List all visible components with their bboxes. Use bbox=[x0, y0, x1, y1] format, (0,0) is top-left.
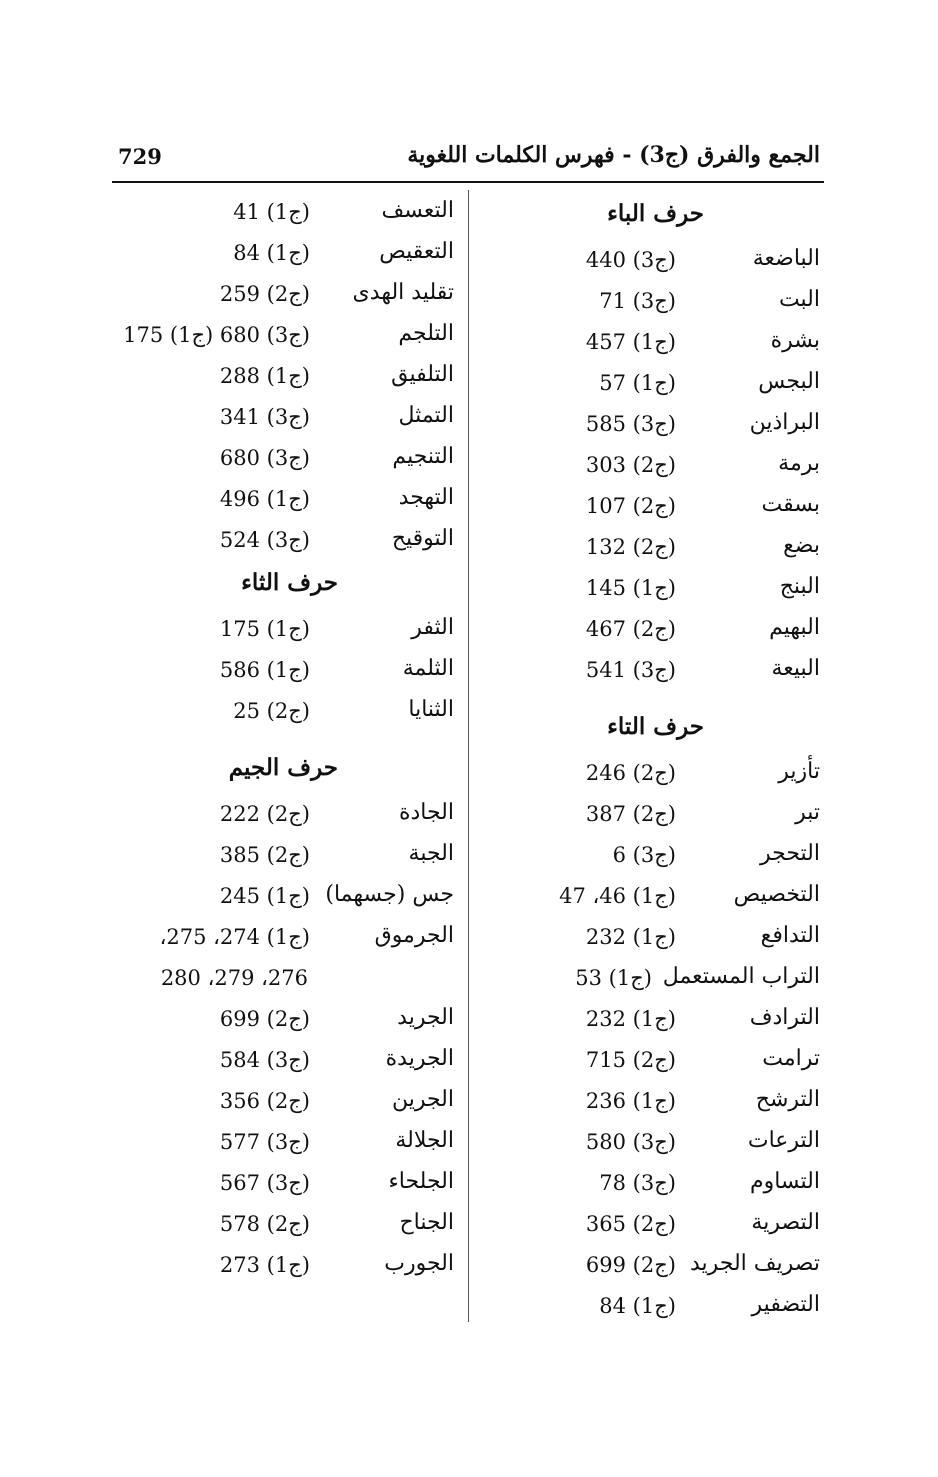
index-entry: التهجد (ج1) 496 bbox=[219, 485, 454, 511]
index-entry: التنجيم (ج3) 680 bbox=[219, 444, 454, 470]
section-heading-ba: حرف الباء bbox=[607, 200, 704, 227]
index-entry: الجرين (ج2) 356 bbox=[219, 1087, 454, 1113]
index-entry: جس (جسهما) (ج1) 245 bbox=[219, 882, 454, 908]
index-entry: التصرية (ج2) 365 bbox=[585, 1210, 820, 1236]
index-entry: التحجر (ج3) 6 bbox=[612, 841, 820, 867]
index-entry: البراذين (ج3) 585 bbox=[585, 410, 820, 436]
header-rule bbox=[112, 181, 824, 183]
index-entry: بشرة (ج1) 457 bbox=[585, 328, 820, 354]
index-entry: الجناح (ج2) 578 bbox=[219, 1210, 454, 1236]
index-entry: تبر (ج2) 387 bbox=[585, 800, 820, 826]
index-entry: الثفر (ج1) 175 bbox=[219, 615, 454, 641]
index-entry: التمثل (ج3) 341 bbox=[219, 403, 454, 429]
index-entry: تقليد الهدى (ج2) 259 bbox=[219, 280, 454, 306]
index-entry: الجورب (ج1) 273 bbox=[219, 1251, 454, 1277]
index-entry: برمة (ج2) 303 bbox=[585, 451, 820, 477]
right-column bbox=[478, 194, 824, 1329]
index-entry: الجلحاء (ج3) 567 bbox=[219, 1169, 454, 1195]
index-entry: التلفيق (ج1) 288 bbox=[219, 362, 454, 388]
index-entry: الثلمة (ج1) 586 bbox=[219, 656, 454, 682]
index-entry: التعسف (ج1) 41 bbox=[233, 198, 454, 224]
index-entry: البهيم (ج2) 467 bbox=[585, 615, 820, 641]
index-entry: التساوم (ج3) 78 bbox=[599, 1169, 820, 1195]
index-entry: الثنايا (ج2) 25 bbox=[233, 697, 454, 723]
page-header bbox=[112, 140, 824, 180]
index-entry: التراب المستعمل (ج1) 53 bbox=[575, 964, 820, 990]
section-heading-ta: حرف التاء bbox=[607, 713, 704, 740]
section-heading-tha: حرف الثاء bbox=[241, 569, 338, 596]
index-entry: التضفير (ج1) 84 bbox=[599, 1292, 820, 1318]
index-entry: التعقيص (ج1) 84 bbox=[233, 239, 454, 265]
left-column bbox=[112, 194, 458, 1288]
index-entry: البيعة (ج3) 541 bbox=[585, 656, 820, 682]
index-entry: الجبة (ج2) 385 bbox=[219, 841, 454, 867]
index-entry: تصريف الجريد (ج2) 699 bbox=[585, 1251, 820, 1277]
running-title: الجمع والفرق (ج3) - فهرس الكلمات اللغوية bbox=[407, 142, 820, 168]
index-entry: الترشح (ج1) 236 bbox=[585, 1087, 820, 1113]
index-entry: الجلالة (ج3) 577 bbox=[219, 1128, 454, 1154]
index-entry: الجريدة (ج3) 584 bbox=[219, 1046, 454, 1072]
index-entry: الباضعة (ج3) 440 bbox=[585, 246, 820, 272]
index-entry: الترادف (ج1) 232 bbox=[585, 1005, 820, 1031]
index-entry: البجس (ج1) 57 bbox=[599, 369, 820, 395]
index-entry: الترعات (ج3) 580 bbox=[585, 1128, 820, 1154]
index-entry: البت (ج3) 71 bbox=[599, 287, 820, 313]
index-entry: الجادة (ج2) 222 bbox=[219, 800, 454, 826]
index-entry: بسقت (ج2) 107 bbox=[585, 492, 820, 518]
index-entry: التلجم (ج3) 680 (ج1) 175 bbox=[123, 321, 454, 347]
index-entry: التدافع (ج1) 232 bbox=[585, 923, 820, 949]
index-entry: التوقيح (ج3) 524 bbox=[219, 526, 454, 552]
index-entry: ترامت (ج2) 715 bbox=[585, 1046, 820, 1072]
page-number: 729 bbox=[118, 144, 162, 169]
index-entry: الجريد (ج2) 699 bbox=[219, 1005, 454, 1031]
index-entry: بضع (ج2) 132 bbox=[585, 533, 820, 559]
index-entry: تأزير (ج2) 246 bbox=[585, 759, 820, 785]
section-heading-jim: حرف الجيم bbox=[228, 754, 338, 781]
index-entry: التخصيص (ج1) 46، 47 bbox=[559, 882, 820, 908]
index-entry-continuation: 276، 279، 280 bbox=[160, 966, 308, 990]
column-divider bbox=[468, 190, 469, 1322]
index-entry: الجرموق (ج1) 274، 275، bbox=[159, 923, 454, 949]
index-entry: البنج (ج1) 145 bbox=[585, 574, 820, 600]
